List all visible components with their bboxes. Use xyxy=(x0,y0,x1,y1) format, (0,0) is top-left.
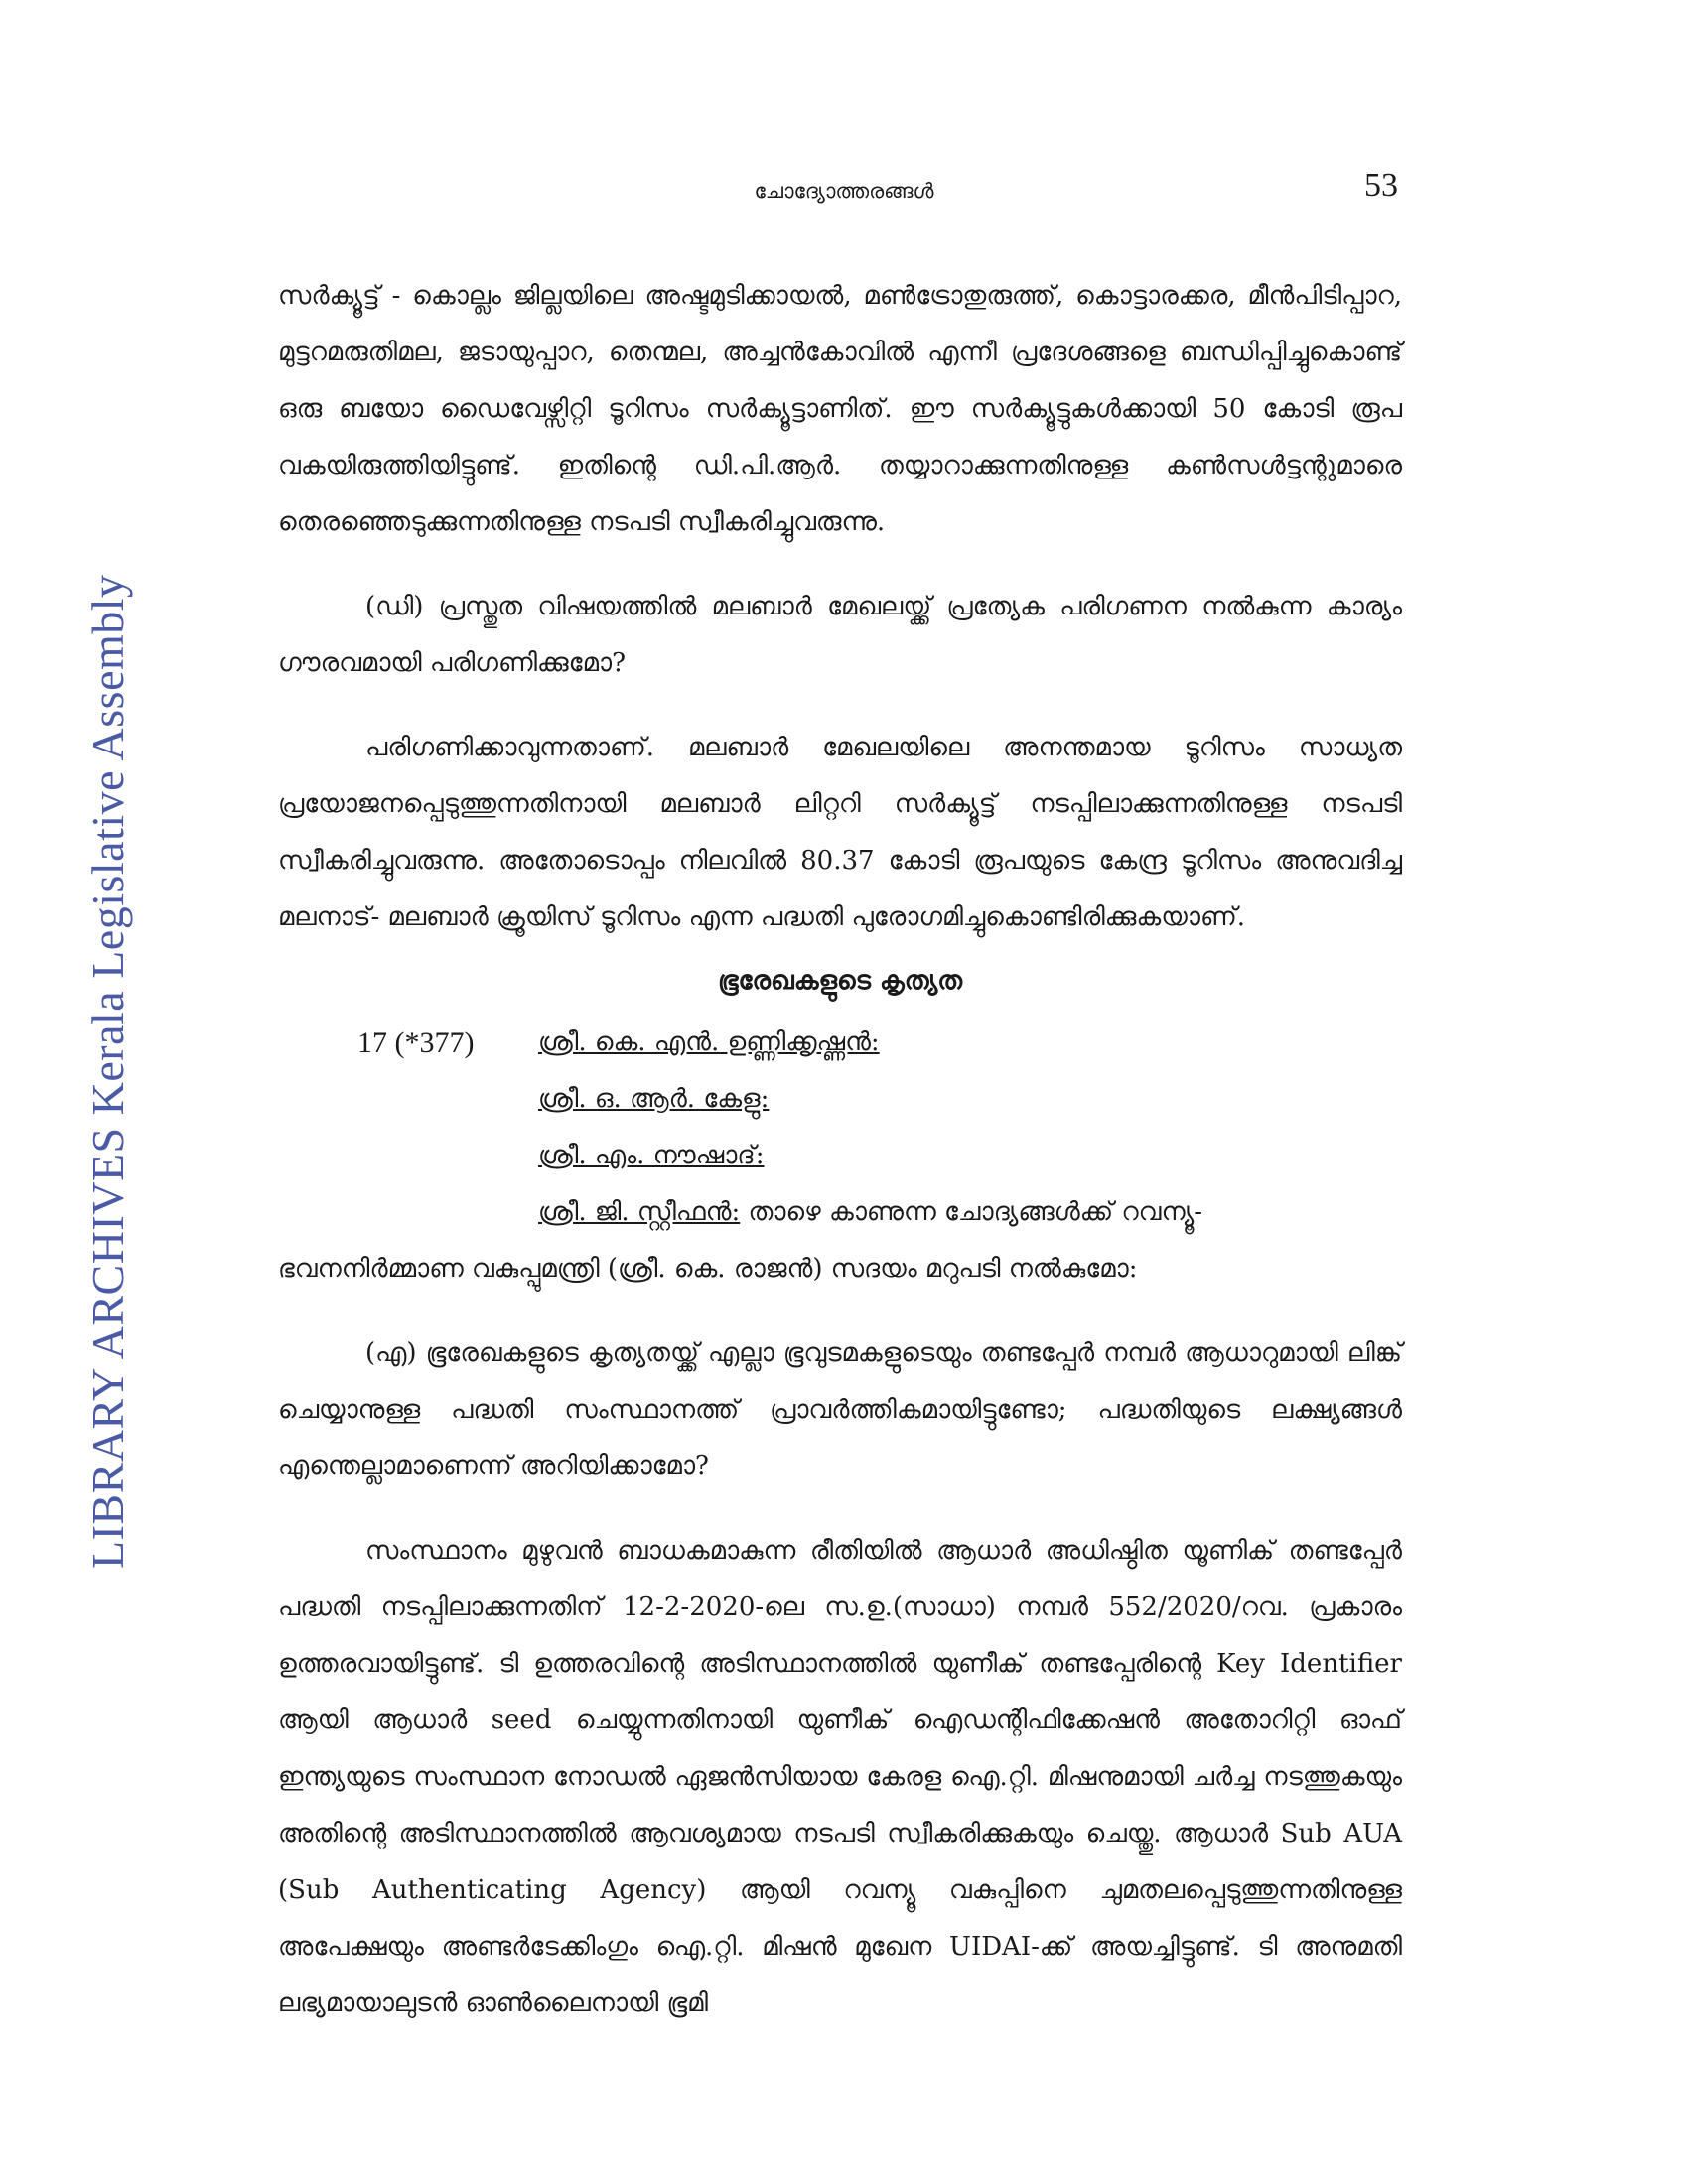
member-name-1: ശ്രീ. കെ. എൻ. ഉണ്ണിക്കൃഷ്ണൻ: xyxy=(538,1027,880,1057)
page-header xyxy=(0,159,1688,218)
question-number: 17 (*377) xyxy=(357,1026,475,1059)
member-name-4: ശ്രീ. ജി. സ്റ്റീഫൻ: xyxy=(538,1197,741,1227)
answer-a: സംസ്ഥാനം മുഴുവൻ ബാധകമാകുന്ന രീതിയിൽ ആധാർ അധിഷ്ഠിത യൂണിക് തണ്ടപ്പേർ പദ്ധതി നടപ്പിലാക്കുന്നതിന് 12-2-2020-ലെ സ.ഉ.(സാധാ) നമ്പർ 552/2020/റവ. പ്രകാരം ഉത്തരവായിട്ടുണ്ട്. ടി ഉത്തരവിന്റെ അടിസ്ഥാനത്തിൽ യുണീക് തണ്ടപ്പേരിന്റെ Key Identifier ആയി ആധാർ seed ചെയ്യുന്നതിനായി യുണീക് ഐഡന്റിഫിക്കേഷൻ അതോറിറ്റി ഓഫ് ഇന്ത്യയുടെ സംസ്ഥാന നോഡൽ ഏജൻസിയായ കേരള ഐ.റ്റി. മിഷനുമായി ചർച്ച നടത്തുകയും അതിന്റെ അടിസ്ഥാനത്തിൽ ആവശ്യമായ നടപടി സ്വീകരിക്കുകയും ചെയ്തു. ആധാർ Sub AUA (Sub Authenticating Agency) ആയി റവന്യൂ വകുപ്പിനെ ചുമതലപ്പെടുത്തുന്നതിനുള്ള അപേക്ഷയും അണ്ടർടേക്കിംഗും ഐ.റ്റി. മിഷൻ മുഖേന UIDAI-ക്ക് അയച്ചിട്ടുണ്ട്. ടി അനുമതി ലഭ്യമായാലുടൻ ഓൺലൈനായി ഭൂമി xyxy=(278,1536,1402,2018)
question-header xyxy=(278,1015,1402,1297)
page-body xyxy=(278,268,1402,2032)
running-head: ചോദ്യോത്തരങ്ങൾ xyxy=(754,179,934,203)
paragraph-circuit: സർക്യൂട്ട് - കൊല്ലം ജില്ലയിലെ അഷ്ടമുടിക്കായൽ, മൺട്രോതുരുത്ത്, കൊട്ടാരക്കര, മീൻപിടിപ്പാറ, മുട്ടറമരുതിമല, ജടായുപ്പാറ, തെന്മല, അച്ചൻകോവിൽ എന്നീ പ്രദേശങ്ങളെ ബന്ധിപ്പിച്ചുകൊണ്ട് ഒരു ബയോ ഡൈവേഴ്സിറ്റി ടൂറിസം സർക്യൂട്ടാണിത്. ഈ സർക്യൂട്ടുകൾക്കായി 50 കോടി രൂപ വകയിരുത്തിയിട്ടുണ്ട്. ഇതിന്റെ ഡി.പി.ആർ. തയ്യാറാക്കുന്നതിനുള്ള കൺസൾട്ടന്റുമാരെ തെരഞ്ഞെടുക്കുന്നതിനുള്ള നടപടി സ്വീകരിച്ചുവരുന്നു. xyxy=(278,281,1402,537)
archive-watermark: LIBRARY ARCHIVES Kerala Legislative Assembly xyxy=(82,574,133,1569)
question-intro-continued: ഭവനനിർമ്മാണ വകുപ്പുമന്ത്രി (ശ്രീ. കെ. രാജൻ) സദയം മറുപടി നൽകുമോ: xyxy=(278,1254,1138,1284)
member-name-3: ശ്രീ. എം. നൗഷാദ്: xyxy=(538,1141,765,1170)
section-title: ഭൂരേഖകളുടെ കൃത്യത xyxy=(717,966,963,996)
question-a: (എ) ഭൂരേഖകളുടെ കൃത്യതയ്ക്ക് എല്ലാ ഭൂവുടമകളുടെയും തണ്ടപ്പേർ നമ്പർ ആധാറുമായി ലിങ്ക് ചെയ്യാനുള്ള പദ്ധതി സംസ്ഥാനത്ത് പ്രാവർത്തികമായിട്ടുണ്ടോ; പദ്ധതിയുടെ ലക്ഷ്യങ്ങൾ എന്തെല്ലാമാണെന്ന് അറിയിക്കാമോ? xyxy=(278,1338,1402,1481)
member-name-2: ശ്രീ. ഒ. ആർ. കേളു: xyxy=(538,1084,770,1114)
question-intro: താഴെ കാണുന്ന ചോദ്യങ്ങൾക്ക് റവന്യൂ- xyxy=(748,1197,1203,1227)
page-number: 53 xyxy=(1364,167,1398,204)
answer-d: പരിഗണിക്കാവുന്നതാണ്. മലബാർ മേഖലയിലെ അനന്തമായ ടൂറിസം സാധ്യത പ്രയോജനപ്പെടുത്തുന്നതിനായി മലബാർ ലിറ്ററി സർക്യൂട്ട് നടപ്പിലാക്കുന്നതിനുള്ള നടപടി സ്വീകരിച്ചുവരുന്നു. അതോടൊപ്പം നിലവിൽ 80.37 കോടി രൂപയുടെ കേന്ദ്ര ടൂറിസം അനുവദിച്ച മലനാട്- മലബാർ ക്രൂയിസ് ടൂറിസം എന്ന പദ്ധതി പുരോഗമിച്ചുകൊണ്ടിരിക്കുകയാണ്. xyxy=(278,733,1402,932)
question-d: (ഡി) പ്രസ്തുത വിഷയത്തിൽ മലബാർ മേഖലയ്ക്ക് പ്രത്യേക പരിഗണന നൽകുന്ന കാര്യം ഗൗരവമായി പരിഗണിക്കുമോ? xyxy=(278,592,1402,678)
